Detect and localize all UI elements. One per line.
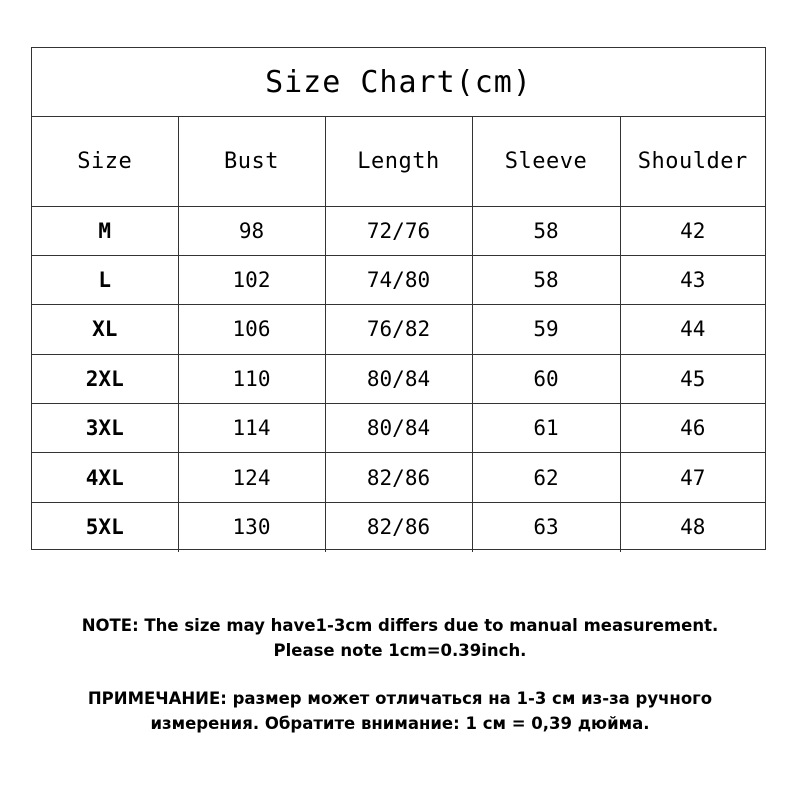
bust-cell: 130 [178, 502, 325, 551]
size-cell: 2XL [32, 354, 178, 403]
bust-cell: 106 [178, 305, 325, 354]
length-cell: 80/84 [325, 354, 472, 403]
table-row [32, 453, 765, 502]
note-english-line1: NOTE: The size may have1-3cm differs due to manual measurement. [81, 616, 719, 635]
length-cell: 74/80 [325, 255, 472, 304]
bust-cell: 98 [178, 206, 325, 255]
table-header [32, 117, 765, 206]
note-russian-line2: измерения. Обратите внимание: 1 см = 0,39 дюйма. [150, 714, 650, 733]
size-cell: 4XL [32, 453, 178, 502]
header-shoulder: Shoulder [620, 117, 765, 206]
header-sleeve: Sleeve [472, 117, 620, 206]
sleeve-cell: 63 [472, 502, 620, 551]
table-row [32, 354, 765, 403]
shoulder-cell: 43 [620, 255, 765, 304]
length-cell: 80/84 [325, 404, 472, 453]
bust-cell: 114 [178, 404, 325, 453]
sleeve-cell: 60 [472, 354, 620, 403]
size-cell: M [32, 206, 178, 255]
sleeve-cell: 61 [472, 404, 620, 453]
header-length: Length [325, 117, 472, 206]
size-cell: L [32, 255, 178, 304]
note-english-line2: Please note 1cm=0.39inch. [273, 641, 527, 660]
length-cell: 72/76 [325, 206, 472, 255]
bust-cell: 102 [178, 255, 325, 304]
bust-cell: 124 [178, 453, 325, 502]
size-table [32, 117, 765, 552]
bust-cell: 110 [178, 354, 325, 403]
note-russian [0, 686, 800, 736]
sleeve-cell: 58 [472, 206, 620, 255]
length-cell: 82/86 [325, 502, 472, 551]
note-russian-line1: ПРИМЕЧАНИЕ: размер может отличаться на 1-3 см из-за ручного [87, 689, 713, 708]
table-row [32, 305, 765, 354]
size-chart [31, 47, 766, 550]
sleeve-cell: 58 [472, 255, 620, 304]
size-cell: 3XL [32, 404, 178, 453]
shoulder-cell: 46 [620, 404, 765, 453]
sleeve-cell: 62 [472, 453, 620, 502]
shoulder-cell: 48 [680, 515, 706, 540]
header-row [32, 117, 765, 206]
length-cell: 82/86 [325, 453, 472, 502]
shoulder-cell: 47 [620, 453, 765, 502]
header-size: Size [32, 117, 178, 206]
chart-title: Size Chart(cm) [32, 48, 765, 117]
table-row [32, 404, 765, 453]
table-row [32, 502, 765, 551]
shoulder-cell: 45 [620, 354, 765, 403]
size-cell: 5XL [32, 502, 178, 551]
table-body [32, 206, 765, 552]
header-bust: Bust [178, 117, 325, 206]
shoulder-cell: 42 [620, 206, 765, 255]
note-english [0, 613, 800, 663]
size-cell: XL [32, 305, 178, 354]
table-row [32, 206, 765, 255]
table-row [32, 255, 765, 304]
shoulder-cell: 44 [620, 305, 765, 354]
sleeve-cell: 59 [472, 305, 620, 354]
length-cell: 76/82 [325, 305, 472, 354]
